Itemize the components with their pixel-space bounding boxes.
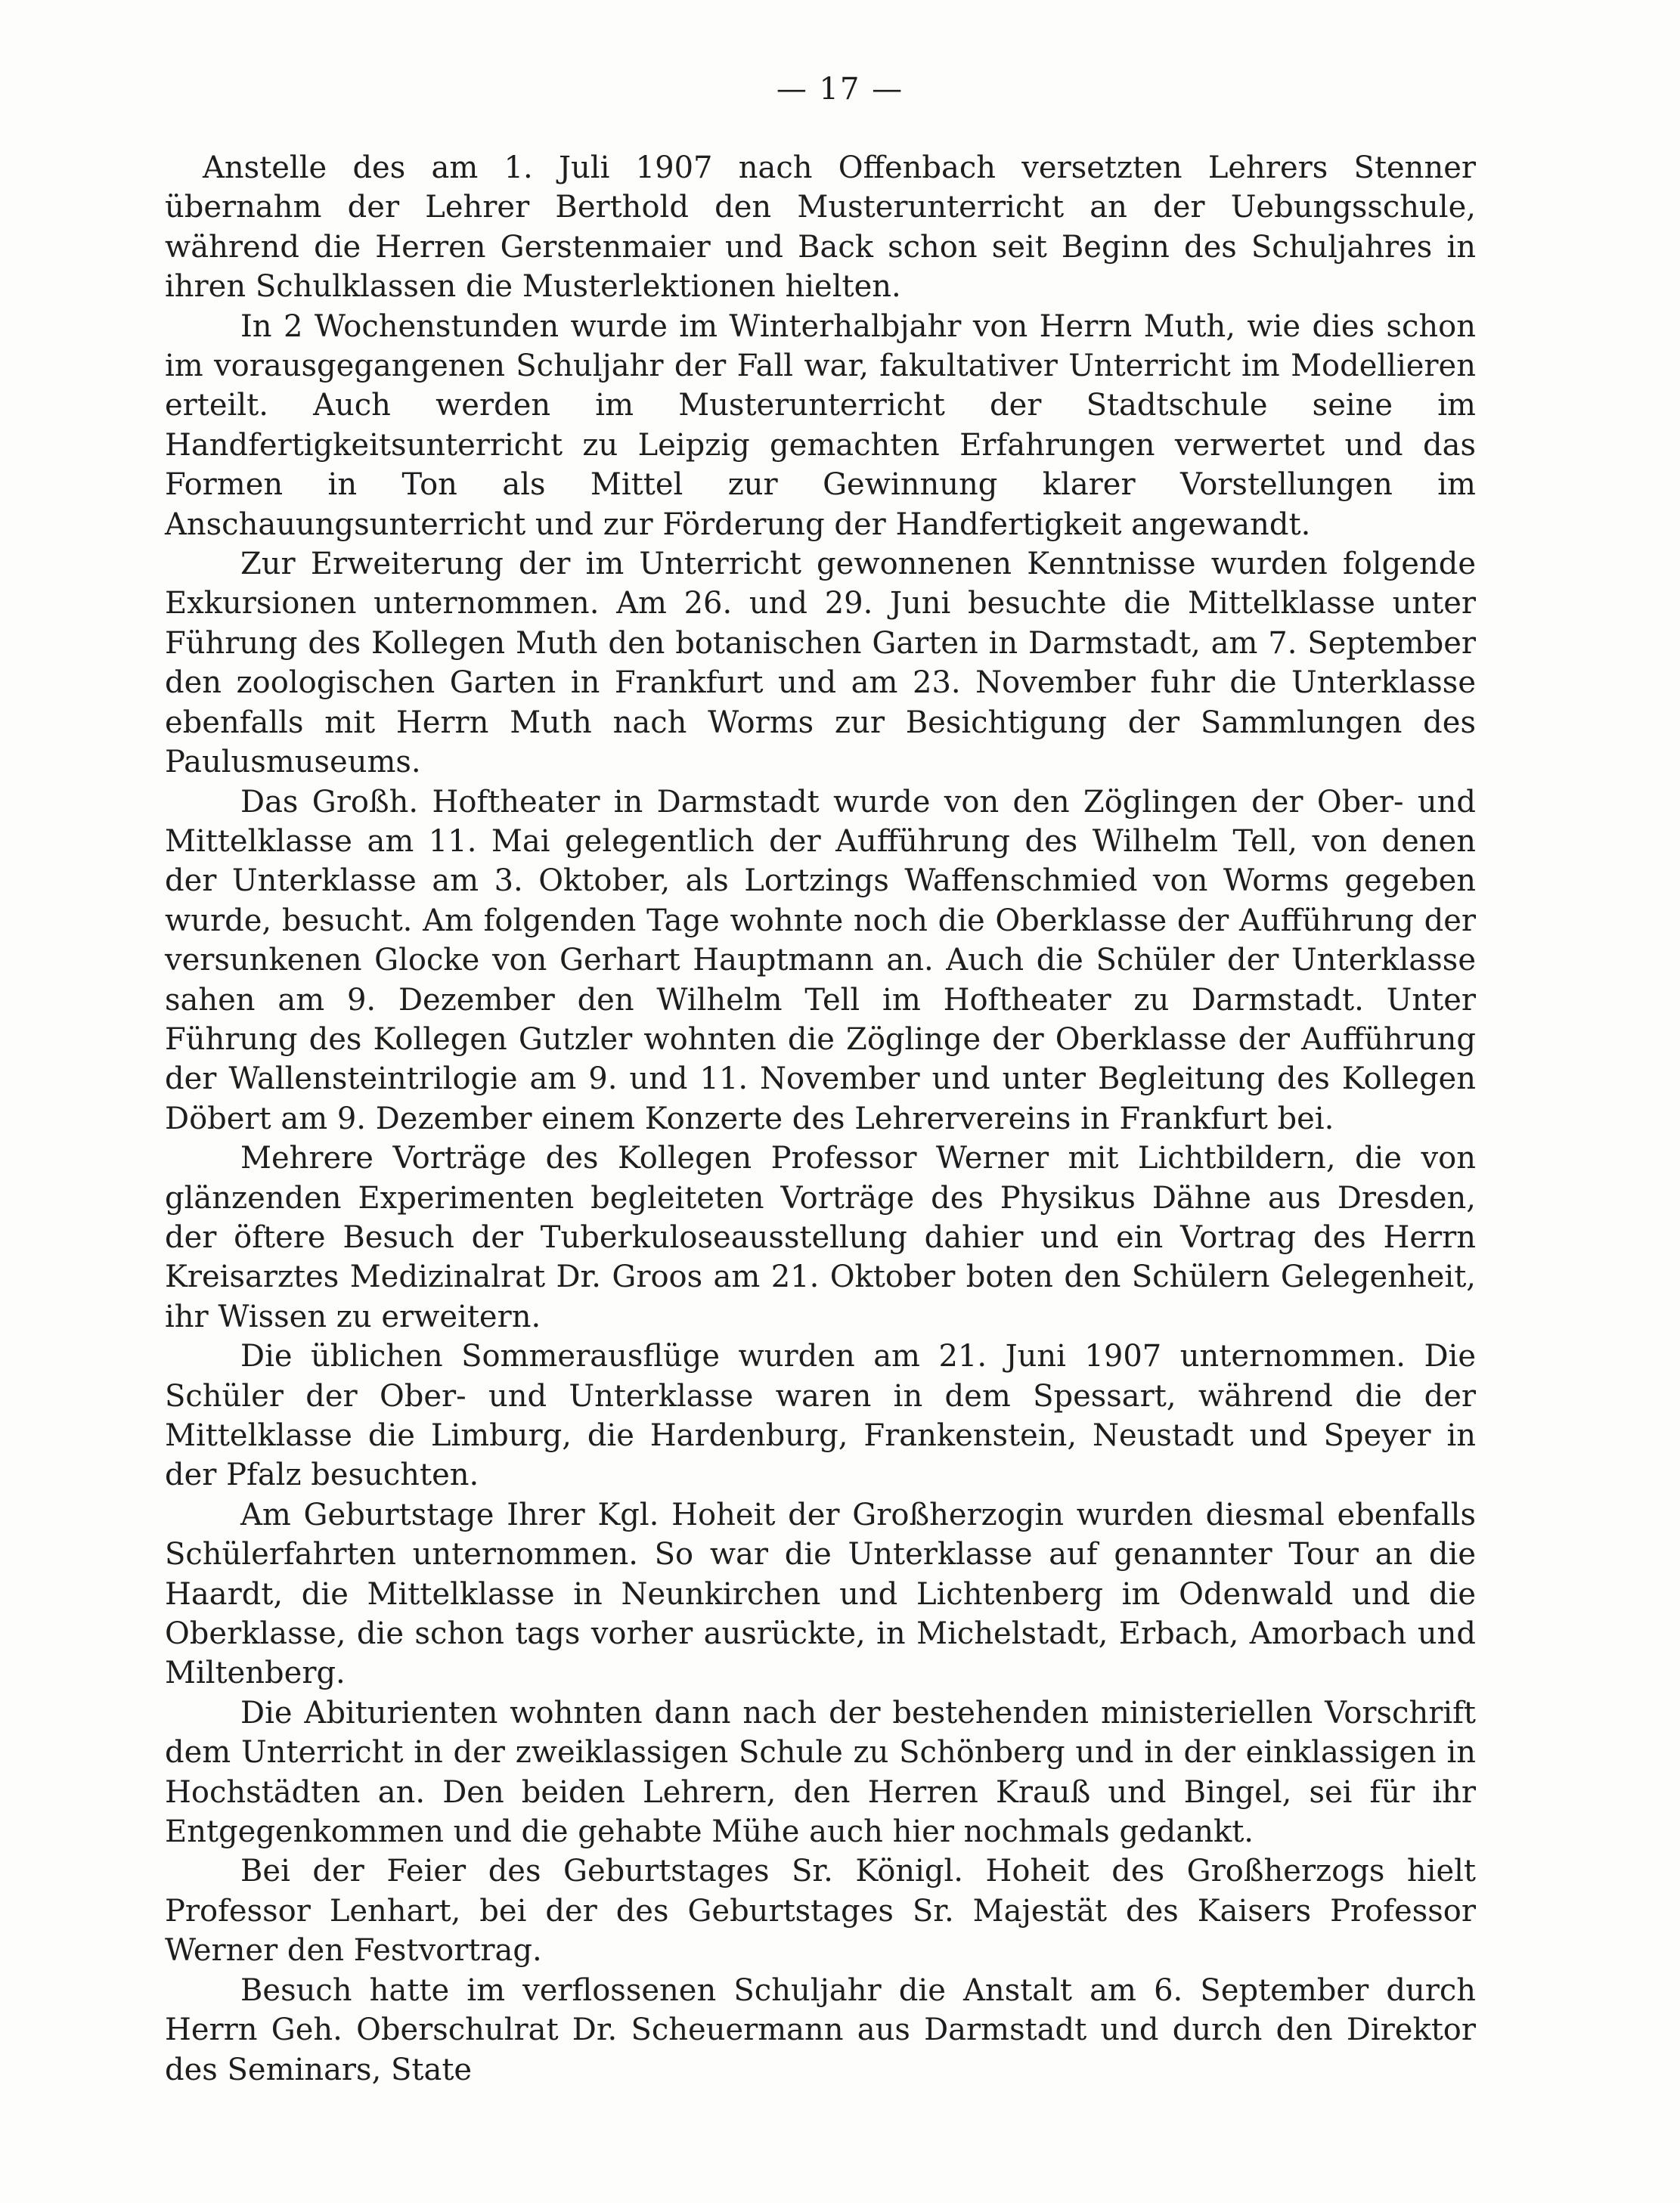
paragraph-abiturienten: Die Abiturienten wohnten dann nach der bestehenden ministeriellen Vorschrift dem Unterricht in der zweiklassigen Schule zu Schönberg und in der einklassigen in Hochstädten an. Den beiden Lehrern, den Herren Krauß und Bingel, sei für ihr Entgegenkommen und die gehabte Mühe auch hier nochmals gedankt. (165, 1695, 1476, 1850)
paragraph-sommerausfluege: Die üblichen Sommerausflüge wurden am 21. Juni 1907 unternommen. Die Schüler der Ober- und Unterklasse waren in dem Spessart, während die der Mittelklasse die Limburg, die Hardenburg, Frankenstein, Neustadt und Speyer in der Pfalz besuchten. (165, 1339, 1476, 1493)
paragraph-musterunterricht: Anstelle des am 1. Juli 1907 nach Offenbach versetzten Lehrers Stenner übernahm der Lehrer Berthold den Musterunterricht an der Uebungsschule, während die Herren Gerstenmaier und Back schon seit Beginn des Schuljahres in ihren Schulklassen die Musterlektionen hielten. (165, 150, 1476, 305)
paragraph-vortraege: Mehrere Vorträge des Kollegen Professor Werner mit Lichtbildern, die von glänzenden Experimenten begleiteten Vorträge des Physikus Dähne aus Dresden, der öftere Besuch der Tuberkuloseausstellung dahier und ein Vortrag des Herrn Kreisarztes Medizinalrat Dr. Groos am 21. Oktober boten den Schülern Gelegenheit, ihr Wissen zu erweitern. (165, 1141, 1476, 1334)
paragraph-modellieren: In 2 Wochenstunden wurde im Winterhalbjahr von Herrn Muth, wie dies schon im vorausgegangenen Schuljahr der Fall war, fakultativer Unterricht im Modellieren erteilt. Auch werden im Musterunterricht der Stadtschule seine im Handfertigkeitsunterricht zu Leipzig gemachten Erfahrungen verwertet und das Formen in Ton als Mittel zur Gewinnung klarer Vorstellungen im Anschauungsunterricht und zur Förderung der Handfertigkeit angewandt. (165, 308, 1476, 542)
paragraph-schuelerfahrten: Am Geburtstage Ihrer Kgl. Hoheit der Großherzogin wurden diesmal ebenfalls Schülerfahrten unternommen. So war die Unterklasse auf genannter Tour an die Haardt, die Mittelklasse in Neunkirchen und Lichtenberg im Odenwald und die Oberklasse, die schon tags vorher ausrückte, in Michelstadt, Erbach, Amorbach und Miltenberg. (165, 1497, 1476, 1691)
paragraph-besuch: Besuch hatte im verflossenen Schuljahr die Anstalt am 6. September durch Herrn Geh. Oberschulrat Dr. Scheuermann aus Darmstadt und durch den Direktor des Seminars, State (165, 1972, 1476, 2087)
body-text (165, 148, 1476, 2090)
page-number: — 17 — (776, 72, 904, 107)
paragraph-exkursionen: Zur Erweiterung der im Unterricht gewonnenen Kenntnisse wurden folgende Exkursionen unternommen. Am 26. und 29. Juni besuchte die Mittelklasse unter Führung des Kollegen Muth den botanischen Garten in Darmstadt, am 7. September den zoologischen Garten in Frankfurt und am 23. November fuhr die Unterklasse ebenfalls mit Herrn Muth nach Worms zur Besichtigung der Sammlungen des Paulusmuseums. (165, 547, 1476, 780)
paragraph-hoftheater: Das Großh. Hoftheater in Darmstadt wurde von den Zöglingen der Ober- und Mittelklasse am 11. Mai gelegentlich der Aufführung des Wilhelm Tell, von denen der Unterklasse am 3. Oktober, als Lortzings Waffenschmied von Worms gegeben wurde, besucht. Am folgenden Tage wohnte noch die Oberklasse der Aufführung der versunkenen Glocke von Gerhart Hauptmann an. Auch die Schüler der Unterklasse sahen am 9. Dezember den Wilhelm Tell im Hoftheater zu Darmstadt. Unter Führung des Kollegen Gutzler wohnten die Zöglinge der Oberklasse der Aufführung der Wallensteintrilogie am 9. und 11. November und unter Begleitung des Kollegen Döbert am 9. Dezember einem Konzerte des Lehrervereins in Frankfurt bei. (165, 784, 1476, 1136)
paragraph-feier: Bei der Feier des Geburtstages Sr. Königl. Hoheit des Großherzogs hielt Professor Lenhart, bei der des Geburtstages Sr. Majestät des Kaisers Professor Werner den Festvortrag. (165, 1854, 1476, 1969)
